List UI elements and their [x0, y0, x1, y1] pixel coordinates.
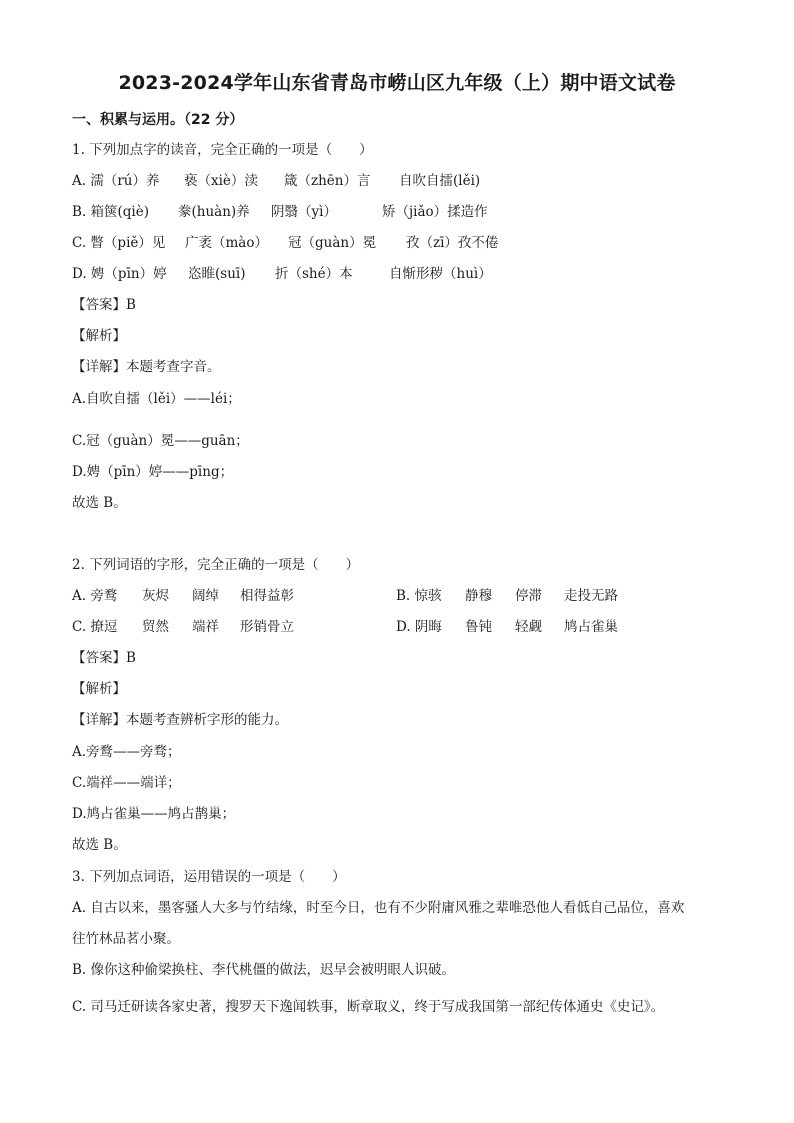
question-2-options-row-1 — [72, 586, 618, 606]
option-c-item-1: C. 瞥（piě）见 — [72, 235, 166, 251]
option-c-item-4: 孜（zī）孜不倦 — [406, 235, 499, 251]
question-3-option-c: C. 司马迁研读各家史著，搜罗天下逸闻轶事，断章取义，终于写成我国第一部纪传体通史《史记》。 — [72, 999, 665, 1015]
question-1-conclusion: 故选 B。 — [72, 495, 127, 511]
question-2-options-row-2 — [72, 617, 618, 637]
question-2-explanation-d: D.鸠占雀巢——鸠占鹊巢； — [72, 806, 236, 822]
question-1-explanation-a: A.自吹自擂（lěi）——léi； — [72, 391, 241, 407]
question-2-explanation-a: A.旁鹜——旁骛； — [72, 744, 181, 760]
question-2-stem: 2. 下列词语的字形，完全正确的一项是（ ） — [72, 557, 360, 573]
option-b-item-4: 矫（jiǎo）揉造作 — [382, 204, 488, 220]
question-2-explanation-c: C.端祥——端详； — [72, 775, 181, 791]
option-b-item-2: 豢(huàn)养 — [178, 204, 250, 220]
option-d-word-4: 鸠占雀巢 — [564, 619, 618, 635]
option-b-word-3: 停滞 — [515, 588, 542, 604]
option-a-word-1: A. 旁鹜 — [72, 588, 118, 604]
page-title: 2023-2024学年山东省青岛市崂山区九年级（上）期中语文试卷 — [118, 72, 676, 94]
question-3-option-a-line-1: A. 自古以来，墨客骚人大多与竹结缘，时至今日，也有不少附庸风雅之辈唯恐他人看低自己品位，喜欢 — [72, 900, 685, 916]
option-a-item-4: 自吹自擂(lěi) — [399, 173, 481, 189]
option-b-word-4: 走投无路 — [564, 588, 618, 604]
option-d-word-2: 鲁钝 — [465, 619, 492, 635]
question-1-option-d — [72, 264, 492, 284]
question-2-detail: 【详解】本题考查辨析字形的能力。 — [72, 712, 288, 728]
option-c-word-4: 形销骨立 — [240, 619, 294, 635]
option-c-item-3: 冠（guàn）冕 — [288, 235, 377, 251]
option-d-item-1: D. 娉（pīn）婷 — [72, 266, 167, 282]
question-1-detail: 【详解】本题考查字音。 — [72, 359, 221, 375]
option-a-item-2: 亵（xiè）渎 — [184, 173, 258, 189]
option-d-word-1: D. 阴晦 — [396, 619, 442, 635]
question-1-option-c — [72, 233, 498, 253]
question-1-answer: 【答案】B — [72, 297, 136, 313]
option-c-word-1: C. 撩逗 — [72, 619, 118, 635]
option-a-word-4: 相得益彰 — [240, 588, 294, 604]
question-1-explanation-c: C.冠（guàn）冕——guān； — [72, 433, 249, 449]
option-a-word-2: 灰烬 — [142, 588, 169, 604]
question-1-option-a — [72, 171, 480, 191]
question-2-answer: 【答案】B — [72, 650, 136, 666]
section-heading: 一、积累与运用。（22 分） — [72, 112, 244, 128]
question-3-option-a-line-2: 往竹林品茗小聚。 — [72, 931, 180, 947]
option-b-word-1: B. 惊骇 — [396, 588, 442, 604]
option-a-word-3: 阔绰 — [192, 588, 219, 604]
option-b-item-1: B. 箱箧(qiè) — [72, 204, 149, 220]
question-3-stem: 3. 下列加点词语，运用错误的一项是（ ） — [72, 869, 346, 885]
option-a-item-3: 箴（zhēn）言 — [284, 173, 371, 189]
option-c-item-2: 广袤（mào） — [185, 235, 268, 251]
option-d-item-3: 折（shé）本 — [275, 266, 353, 282]
option-b-word-2: 静穆 — [465, 588, 492, 604]
option-a-item-1: A. 濡（rú）养 — [72, 173, 160, 189]
option-d-item-4: 自惭形秽（huì） — [389, 266, 492, 282]
question-1-option-b — [72, 202, 488, 222]
question-1-explanation-d: D.娉（pīn）婷——pīng； — [72, 464, 234, 480]
question-3-option-b: B. 像你这种偷梁换柱、李代桃僵的做法，迟早会被明眼人识破。 — [72, 962, 456, 978]
question-1-stem: 1. 下列加点字的读音，完全正确的一项是（ ） — [72, 142, 373, 158]
option-c-word-2: 贸然 — [142, 619, 169, 635]
question-2-conclusion: 故选 B。 — [72, 837, 127, 853]
option-c-word-3: 端祥 — [192, 619, 219, 635]
question-1-analysis: 【解析】 — [72, 328, 126, 344]
option-d-item-2: 恣睢(suī) — [188, 266, 246, 282]
option-b-item-3: 阴翳（yì） — [271, 204, 337, 220]
option-d-word-3: 轻觑 — [515, 619, 542, 635]
question-2-analysis: 【解析】 — [72, 681, 126, 697]
